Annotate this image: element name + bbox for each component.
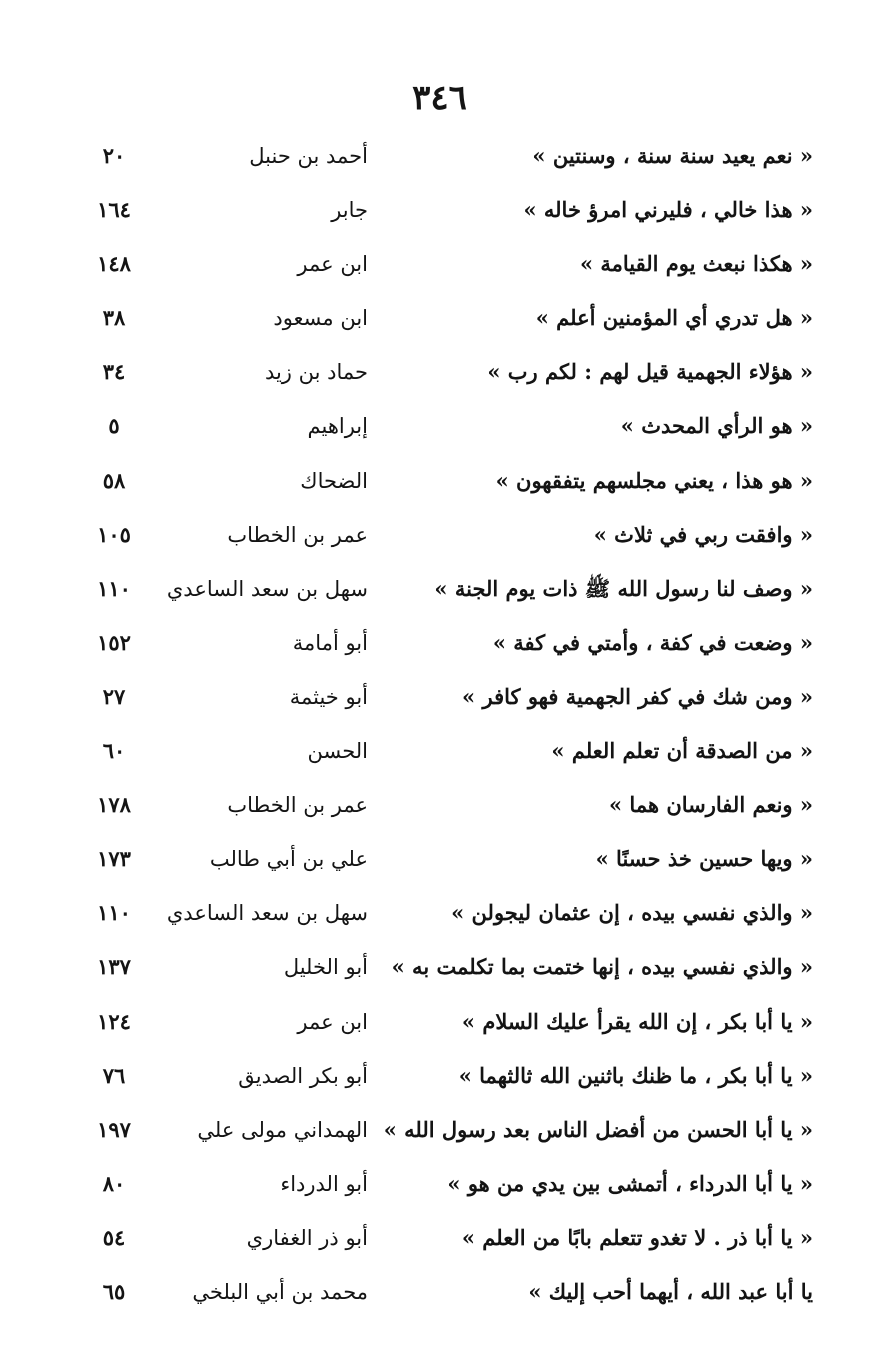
hadith-text: « ومن شك في كفر الجهمية فهو كافر » xyxy=(462,683,813,709)
narrator-name: ابن عمر xyxy=(297,252,368,277)
page-reference: ١٢٤ xyxy=(97,1008,131,1034)
hadith-text: « من الصدقة أن تعلم العلم » xyxy=(551,738,813,764)
page-reference: ١٦٤ xyxy=(97,197,131,223)
index-entry xyxy=(0,833,879,887)
index-entry xyxy=(0,184,879,238)
narrator-name: الضحاك xyxy=(300,468,368,493)
page-reference: ١٩٧ xyxy=(97,1116,131,1142)
hadith-text: « وضعت في كفة ، وأمتي في كفة » xyxy=(492,629,813,655)
hadith-text: « يا أبا الدرداء ، أتمشى بين يدي من هو » xyxy=(447,1170,813,1196)
index-entry xyxy=(0,1104,879,1158)
hadith-text: « هؤلاء الجهمية قيل لهم : لكم رب » xyxy=(487,359,813,385)
hadith-text: « هل تدري أي المؤمنين أعلم » xyxy=(535,305,813,331)
page-reference: ٨٠ xyxy=(102,1170,126,1196)
page-number: ٣٤٦ xyxy=(412,78,467,118)
narrator-name: عمر بن الخطاب xyxy=(227,793,368,818)
narrator-name: سهل بن سعد الساعدي xyxy=(166,576,368,601)
hadith-text: يا أبا عبد الله ، أيهما أحب إليك » xyxy=(528,1278,813,1304)
narrator-name: أحمد بن حنبل xyxy=(249,144,368,168)
narrator-name: أبو ذر الغفاري xyxy=(246,1225,368,1250)
hadith-text: « يا أبا بكر ، ما ظنك باثنين الله ثالثهما » xyxy=(458,1062,813,1088)
hadith-text: « والذي نفسي بيده ، إنها ختمت بما تكلمت به » xyxy=(391,954,813,980)
page-reference: ٥ xyxy=(108,413,120,439)
page-reference: ٣٤ xyxy=(102,359,126,385)
page-reference: ١٥٢ xyxy=(97,629,131,655)
page-reference: ٣٨ xyxy=(102,305,126,331)
page-reference: ٦٥ xyxy=(102,1278,126,1304)
page-reference: ٧٦ xyxy=(102,1062,126,1088)
index-entry xyxy=(0,400,879,454)
page-reference: ٦٠ xyxy=(102,738,126,764)
hadith-text: « وصف لنا رسول الله ﷺ ذات يوم الجنة » xyxy=(434,575,813,601)
hadith-text: « يا أبا بكر ، إن الله يقرأ عليك السلام » xyxy=(461,1008,813,1034)
hadith-text: « نعم يعيد سنة سنة ، وسنتين » xyxy=(532,143,813,168)
page-reference: ٢٠ xyxy=(102,143,126,168)
index-entry xyxy=(0,725,879,779)
index-entry xyxy=(0,238,879,292)
index-entry xyxy=(0,563,879,617)
page-reference: ١٧٣ xyxy=(97,846,131,872)
index-entry xyxy=(0,779,879,833)
index-entry xyxy=(0,941,879,995)
index-entry xyxy=(0,617,879,671)
index-entry xyxy=(0,1266,879,1320)
page-reference: ٥٤ xyxy=(102,1224,126,1250)
index-entry xyxy=(0,1158,879,1212)
hadith-text: « والذي نفسي بيده ، إن عثمان ليجولن » xyxy=(451,900,813,926)
page-reference: ١١٠ xyxy=(97,900,131,926)
narrator-name: ابن مسعود xyxy=(273,306,368,331)
index-entry xyxy=(0,887,879,941)
narrator-name: أبو أمامة xyxy=(292,630,368,655)
narrator-name: سهل بن سعد الساعدي xyxy=(166,901,368,926)
hadith-text: « هذا خالي ، فليرني امرؤ خاله » xyxy=(523,197,813,223)
hadith-text: « هكذا نبعث يوم القيامة » xyxy=(579,251,813,277)
page-reference: ١٤٨ xyxy=(97,251,131,277)
index-entry xyxy=(0,1050,879,1104)
hadith-text: « ونعم الفارسان هما » xyxy=(608,792,813,818)
hadith-text: « هو الرأي المحدث » xyxy=(620,413,813,439)
index-entry xyxy=(0,292,879,346)
hadith-text: « ويها حسين خذ حسنًا » xyxy=(595,846,813,872)
page-reference: ١١٠ xyxy=(97,575,131,601)
index-entry xyxy=(0,996,879,1050)
narrator-name: عمر بن الخطاب xyxy=(227,522,368,547)
index-entry xyxy=(0,1212,879,1266)
narrator-name: أبو بكر الصديق xyxy=(238,1063,368,1088)
page-reference: ١٧٨ xyxy=(97,792,131,818)
page-reference: ١٠٥ xyxy=(97,521,131,547)
hadith-text: « يا أبا الحسن من أفضل الناس بعد رسول الله » xyxy=(383,1116,813,1142)
narrator-name: الحسن xyxy=(307,739,368,764)
narrator-name: أبو الخليل xyxy=(283,955,368,980)
hadith-text: « يا أبا ذر . لا تغدو تتعلم بابًا من العلم » xyxy=(461,1224,813,1250)
page-reference: ٢٧ xyxy=(102,683,126,709)
narrator-name: ابن عمر xyxy=(297,1009,368,1034)
narrator-name: أبو خيثمة xyxy=(289,684,368,709)
hadith-text: « وافقت ربي في ثلاث » xyxy=(593,521,813,547)
page-reference: ١٣٧ xyxy=(97,954,131,980)
hadith-index-list xyxy=(0,130,879,1320)
hadith-text: « هو هذا ، يعني مجلسهم يتفقهون » xyxy=(495,467,813,493)
index-entry xyxy=(0,509,879,563)
index-entry xyxy=(0,130,879,184)
narrator-name: الهمداني مولى علي xyxy=(197,1117,368,1142)
index-entry xyxy=(0,671,879,725)
narrator-name: حماد بن زيد xyxy=(264,360,368,385)
narrator-name: جابر xyxy=(331,198,368,223)
narrator-name: محمد بن أبي البلخي xyxy=(192,1279,368,1304)
narrator-name: علي بن أبي طالب xyxy=(209,847,368,872)
index-entry xyxy=(0,455,879,509)
index-entry xyxy=(0,346,879,400)
page-reference: ٥٨ xyxy=(102,467,126,493)
narrator-name: إبراهيم xyxy=(307,414,368,439)
narrator-name: أبو الدرداء xyxy=(280,1171,368,1196)
